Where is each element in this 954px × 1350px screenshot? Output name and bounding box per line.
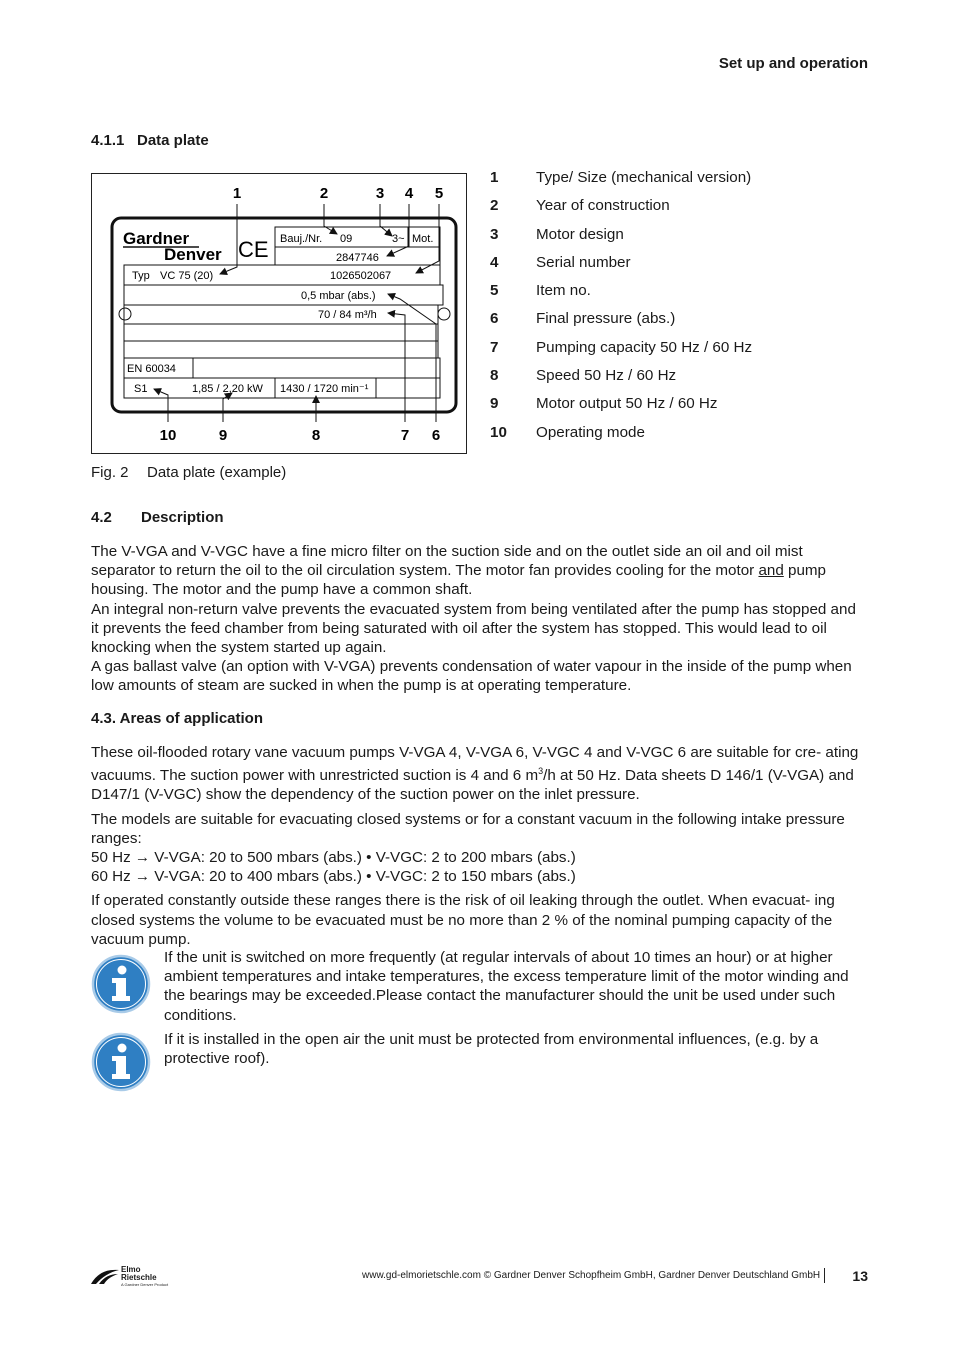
underlined-word: and: [758, 562, 784, 580]
legend-text: Final pressure (abs.): [536, 310, 676, 328]
empty-row-2: [124, 341, 438, 358]
ce-mark: CE: [238, 237, 269, 262]
legend-number: 9: [490, 395, 499, 413]
typ-value: VC 75 (20): [160, 270, 214, 282]
legend-item: [490, 394, 752, 422]
figure-label: Fig. 2: [91, 464, 129, 481]
mode-value: S1: [134, 383, 148, 395]
legend-number: 4: [490, 253, 499, 271]
callout-1: 1: [232, 185, 242, 202]
section-title: Description: [141, 509, 224, 526]
pressure-box: [124, 285, 443, 305]
bauj-label: Bauj./Nr.: [280, 233, 323, 245]
legend-item: [490, 196, 752, 224]
item-no-value: 1026502067: [330, 270, 392, 282]
capacity-value: 70 / 84 m³/h: [318, 309, 377, 321]
legend-item: [490, 366, 752, 394]
paragraph: The models are suitable for evacuating closed systems or for a constant vacuum in the following intake pressure ranges:: [91, 810, 845, 847]
logo-text-rietschle: Rietschle: [121, 1273, 157, 1282]
legend-number: 8: [490, 367, 499, 385]
legend-number: 1: [490, 169, 499, 186]
legend-number: 6: [490, 310, 499, 328]
bauj-value: 09: [340, 233, 353, 245]
paragraph: If operated constantly outside these ranges there is the risk of oil leaking through the outlet. When evacuat- ing closed systems the volume to be evacuated must be no more than 2 % of the nominal pumping capacity of the vacuum pump.: [91, 892, 835, 948]
logo-tagline: A Gardner Denver Product: [121, 1282, 169, 1287]
callout-7: 7: [400, 427, 410, 444]
areas-text: [91, 743, 866, 949]
superscript: 3: [538, 766, 544, 777]
info-icon: [91, 954, 151, 1014]
legend-text: Serial number: [536, 253, 631, 271]
legend-item: [490, 281, 752, 309]
brand-gardner: Gardner: [123, 229, 190, 248]
text-run: These oil-flooded rotary vane vacuum pumps V-VGA 4, V-VGA 6, V-VGC 4 and V-VGC 6 are suitable for cre- ating vacuums. The suction power with unrestricted suction is 4 and 6 m: [91, 744, 859, 785]
section-heading-description: [91, 509, 224, 526]
paragraph: An integral non-return valve prevents the evacuated system from being ventilated after the pump has stopped and it prevents the feed chamber from being saturated with oil after the system has stopped. This would lead to oil knocking when the system started up again.: [91, 600, 856, 657]
phase-label: 3~: [392, 233, 405, 245]
legend-text: Speed 50 Hz / 60 Hz: [536, 367, 677, 385]
callout-9: 9: [218, 427, 228, 444]
legend-number: 10: [490, 423, 507, 441]
logo-text-elmo: Elmo: [121, 1265, 141, 1274]
mounting-hole-left: [119, 308, 131, 320]
power-value: 1,85 / 2,20 kW: [192, 383, 263, 395]
legend-number: 3: [490, 225, 499, 243]
note-open-air: If it is installed in the open air the unit must be protected from environmental influences, (e.g. by a protective roof).: [164, 1031, 819, 1068]
callout-3: 3: [375, 185, 385, 202]
footer-separator: [824, 1268, 825, 1283]
callout-8: 8: [311, 427, 321, 444]
text-run: The V-VGA and V-VGC have a fine micro filter on the suction side and on the outlet side an oil and oil mist separator to return the oil to the oil circulation system. The motor fan provides cooling for the motor: [91, 543, 803, 580]
legend-number: 5: [490, 282, 499, 300]
mounting-hole-right: [438, 308, 450, 320]
capacity-box: [124, 305, 438, 324]
legend-text: Year of construction: [536, 197, 670, 215]
legend-number: 2: [490, 197, 499, 215]
figure-caption: [91, 464, 286, 481]
footer-url: www.gd-elmorietschle.com: [362, 1270, 481, 1281]
info-icon: [91, 1032, 151, 1092]
data-plate-figure: [91, 173, 467, 454]
typ-label: Typ: [132, 270, 150, 282]
standard-value: EN 60034: [127, 363, 176, 375]
section-title: Data plate: [137, 132, 209, 149]
footer-text: [362, 1270, 820, 1281]
section-heading-data-plate: [91, 132, 209, 149]
figure-caption-text: Data plate (example): [147, 464, 287, 481]
paragraph: A gas ballast valve (an option with V-VGA) prevents condensation of water vapour in the inside of the pump when low amounts of steam are sucked in when the pump is at operating temperature.: [91, 658, 852, 695]
paragraph: [91, 743, 866, 805]
range-50hz: 50 Hz → V-VGA: 20 to 500 mbars (abs.) • V-VGC: 2 to 200 mbars (abs.): [91, 849, 576, 867]
serial-value: 2847746: [336, 252, 379, 264]
paragraph: [91, 542, 866, 600]
callout-4: 4: [404, 185, 414, 202]
note-frequent-switching: If the unit is switched on more frequently (at regular intervals of about 10 times an hour) or at higher ambient temperatures and intake temperatures, the excess temperature limit of the motor winding and the bearings may be exceeded.Please contact the manufacturer should the unit be used under such conditions.: [164, 949, 849, 1024]
empty-row-1: [124, 324, 438, 341]
callout-5: 5: [434, 185, 444, 202]
legend-item: [490, 338, 752, 366]
section-heading-areas: 4.3. Areas of application: [91, 710, 263, 727]
elmo-rietschle-logo: [90, 1265, 170, 1289]
mot-label: Mot.: [412, 233, 434, 245]
legend-item: [490, 225, 752, 253]
speed-value: 1430 / 1720 min⁻¹: [280, 383, 369, 395]
range-60hz: 60 Hz → V-VGA: 20 to 400 mbars (abs.) • V-VGC: 2 to 150 mbars (abs.): [91, 868, 576, 886]
footer-copyright: © Gardner Denver Schopfheim GmbH, Gardner Denver Deutschland GmbH: [480, 1270, 821, 1281]
data-plate-drawing: [92, 174, 466, 453]
logo-swoosh-icon: [90, 1268, 120, 1286]
legend-number: 7: [490, 338, 499, 356]
section-number: 4.2: [91, 509, 112, 526]
text-run: /h at 50 Hz. Data sheets D 146/1 (V-VGA) and D147/1 (V-VGC) show the dependency of the suction power on the inlet pressure.: [91, 767, 854, 804]
legend-text: Item no.: [536, 282, 591, 300]
description-text: [91, 542, 866, 696]
callout-6: 6: [431, 427, 441, 444]
legend-text: Motor design: [536, 225, 624, 243]
section-number: 4.1.1: [91, 132, 125, 149]
legend-text: Pumping capacity 50 Hz / 60 Hz: [536, 338, 753, 356]
text-run: pump housing. The motor and the pump have a common shaft.: [91, 562, 827, 599]
running-header: Set up and operation: [718, 55, 868, 72]
legend-text: Type/ Size (mechanical version): [536, 169, 752, 186]
data-plate-legend: [490, 168, 752, 451]
legend-text: Motor output 50 Hz / 60 Hz: [536, 395, 718, 413]
brand-denver: Denver: [164, 245, 222, 264]
legend-item: [490, 309, 752, 337]
legend-item: [490, 168, 752, 196]
legend-item: [490, 423, 752, 451]
legend-item: [490, 253, 752, 281]
page-number: 13: [852, 1268, 868, 1284]
pressure-value: 0,5 mbar (abs.): [301, 290, 376, 302]
callout-10: 10: [159, 427, 177, 444]
callout-2: 2: [319, 185, 329, 202]
legend-text: Operating mode: [536, 423, 645, 441]
